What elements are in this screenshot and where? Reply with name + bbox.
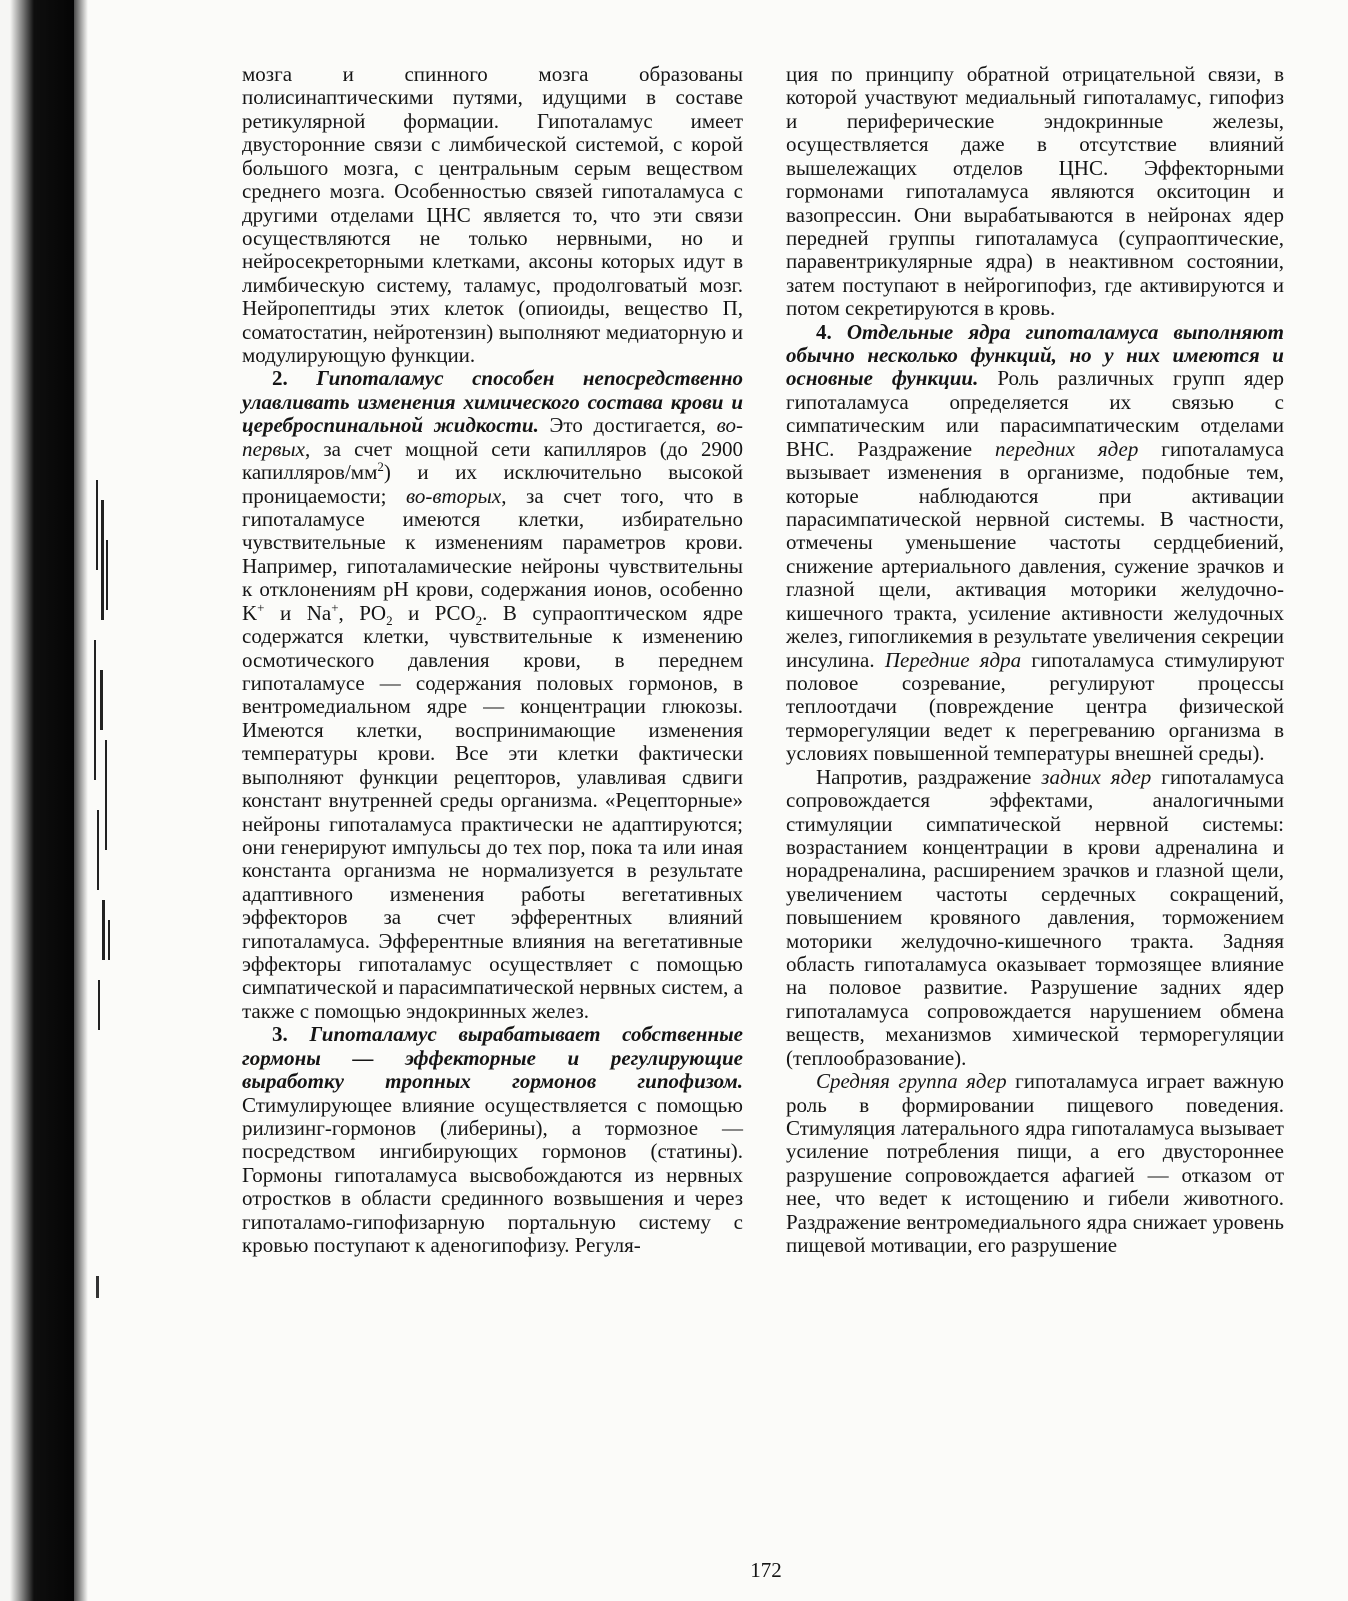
scan-artifact-marks bbox=[92, 480, 126, 1040]
paragraph bbox=[242, 63, 743, 367]
text-run-b: 3. bbox=[272, 1022, 310, 1047]
text-run-sub: 2 bbox=[475, 612, 483, 628]
text-run-sup: 2 bbox=[377, 459, 384, 475]
text-run: Напротив, раздражение bbox=[816, 764, 1042, 789]
text-run: гипоталамуса стимулируют половое созревание, регулируют процессы теплоотдачи (повреждение центра физической терморегуляции ведет к перегреванию организма в условиях повышенной температуры внешней среды). bbox=[786, 647, 1285, 766]
text-run: и Na bbox=[264, 600, 332, 625]
text-run: , PO bbox=[338, 600, 387, 625]
text-run: Это достигается, bbox=[538, 413, 717, 438]
text-run-i: Средняя группа ядер bbox=[816, 1069, 1007, 1094]
paragraph bbox=[786, 321, 1284, 766]
paragraph bbox=[786, 766, 1284, 1070]
text-run: . В супраоптическом ядре содержатся клетки, чувствительные к изменению осмотического давления крови, в переднем гипоталамусе — содержания половых гормонов, в вентромедиальном ядре — концентрации глюкозы. Имеются клетки, воспринимающие изменения температуры крови. Все эти клетки фактически выполняют функции рецепторов, улавливая сдвиги констант внутренней среды организма. «Рецепторные» нейроны гипоталамуса практически не адаптируются; они генерируют импульсы до тех пор, пока та или иная константа организма не нормализуется в результате адаптивного изменения работы вегетативных эффекторов за счет эфферентных влияний гипоталамуса. Эфферентные влияния на вегетативные эффекторы гипоталамус осуществляет с помощью симпатической и парасимпатической нервных систем, а также с помощью эндокринных желез. bbox=[242, 600, 743, 1023]
paragraph bbox=[242, 1023, 743, 1257]
text-run-i: во-вторых bbox=[406, 483, 502, 508]
text-run-sup: + bbox=[257, 599, 265, 615]
text-run-sub: 2 bbox=[386, 612, 393, 628]
text-run-i: Передние ядра bbox=[884, 647, 1022, 672]
spine-gradient-edge bbox=[74, 0, 88, 1601]
book-spine-shadow bbox=[0, 0, 74, 1601]
text-run: ция по принципу обратной отрицательной связи, в которой участвуют медиальный гипоталамус, гипофиз и периферические эндокринные железы, осуществляется даже в отсутствие влияний вышележащих отделов ЦНС. Эффекторными гормонами гипоталамуса являются окситоцин и вазопрессин. Они вырабатываются в нейронах ядер передней группы гипоталамуса (супраоптические, паравентрикулярные ядра) в неактивном состоянии, затем поступают в нейрогипофиз, где активируются и потом секретируются в кровь. bbox=[786, 62, 1284, 321]
text-run-bi: Отдельные ядра гипоталамуса выполняют обычно несколько функций, но у них имеются и основные функции. bbox=[786, 319, 1284, 391]
text-run-b: 2. bbox=[272, 366, 317, 391]
text-run: гипоталамуса играет важную роль в формировании пищевого поведения. Стимуляция латерального ядра гипоталамуса вызывает усиление потребления пищи, а его двустороннее разрушение сопровождается афагией — отказом от нее, что ведет к истощению и гибели животного. Раздражение вентромедиального ядра снижает уровень пищевой мотивации, его разрушение bbox=[786, 1069, 1284, 1258]
text-run: , за счет того, что в гипоталамусе имеются клетки, избирательно чувствительные к изменениям параметров крови. Например, гипоталамические нейроны чувствительны к отклонениям pH крови, содержания ионов, особенно K bbox=[242, 483, 743, 625]
paragraph bbox=[786, 63, 1284, 321]
text-run-b: 4. bbox=[816, 319, 847, 344]
text-run-i: задних ядер bbox=[1041, 764, 1152, 789]
text-run-bi: Гипоталамус способен непосредственно улавливать изменения химического состава крови и цереброспинальной жидкости. bbox=[242, 366, 743, 438]
text-run-i: передних ядер bbox=[995, 436, 1139, 461]
text-run: гипоталамуса сопровождается эффектами, аналогичными стимуляции симпатической нервной системы: возрастанием концентрации в крови адреналина и норадреналина, расширением зрачков и глазной щели, увеличением частоты сердечных сокращений, повышением кровяного давления, торможением моторики желудочно-кишечного тракта. Задняя область гипоталамуса оказывает тормозящее влияние на половое развитие. Разрушение задних ядер гипоталамуса сопровождается нарушением обмена веществ, механизмов химической терморегуляции (теплообразование). bbox=[786, 764, 1284, 1070]
text-run-sup: + bbox=[331, 599, 339, 615]
paragraph bbox=[786, 1070, 1284, 1257]
scan-artifact-dot bbox=[96, 1276, 99, 1298]
text-run: , за счет мощной сети капилляров (до 2900 капилляров/мм bbox=[242, 436, 743, 485]
text-run: мозга и спинного мозга образованы полисинаптическими путями, идущими в составе ретикулярной формации. Гипоталамус имеет двусторонние связи с лимбической системой, с корой большого мозга, с центральным серым веществом среднего мозга. Особенностью связей гипоталамуса с другими отделами ЦНС является то, что эти связи осуществляются не только нервными, но и нейросекреторными клетками, аксоны которых идут в лимбическую систему, таламус, продолговатый мозг. Нейропептиды этих клеток (опиоиды, вещество П, соматостатин, нейротензин) выполняют медиаторную и модулирующую функции. bbox=[242, 62, 743, 368]
text-run: и PCO bbox=[392, 600, 476, 625]
text-column-right bbox=[786, 63, 1284, 1258]
text-run: Роль различных групп ядер гипоталамуса определяется их связью с симпатическим или парасимпатическим отделами ВНС. Раздражение bbox=[786, 366, 1284, 461]
page-number: 172 bbox=[750, 1558, 782, 1582]
text-run-i: во-первых bbox=[242, 413, 743, 461]
text-run: ) и их исключительно высокой проницаемости; bbox=[242, 460, 743, 508]
text-run: гипоталамуса вызывает изменения в организме, подобные тем, которые наблюдаются при активации парасимпатической нервной системы. В частности, отмечены уменьшение частоты сердцебиений, снижение артериального давления, сужение зрачков и глазной щели, активация моторики желудочно-кишечного тракта, усиление активности желудочных желез, гипогликемия в результате увеличения секреции инсулина. bbox=[786, 436, 1284, 672]
paragraph bbox=[242, 367, 743, 1023]
text-run-bi: Гипоталамус вырабатывает собственные гормоны — эффекторные и регулирующие выработку тропных гормонов гипофизом. bbox=[242, 1022, 743, 1094]
text-column-left bbox=[242, 63, 743, 1258]
text-run: Стимулирующее влияние осуществляется с помощью рилизинг-гормонов (либерины), а тормозное — посредством ингибирующих гормонов (статины). Гормоны гипоталамуса высвобождаются из нервных отростков в области срединного возвышения и через гипоталамо-гипофизарную портальную систему с кровью поступают к аденогипофизу. Регуля- bbox=[242, 1092, 743, 1258]
